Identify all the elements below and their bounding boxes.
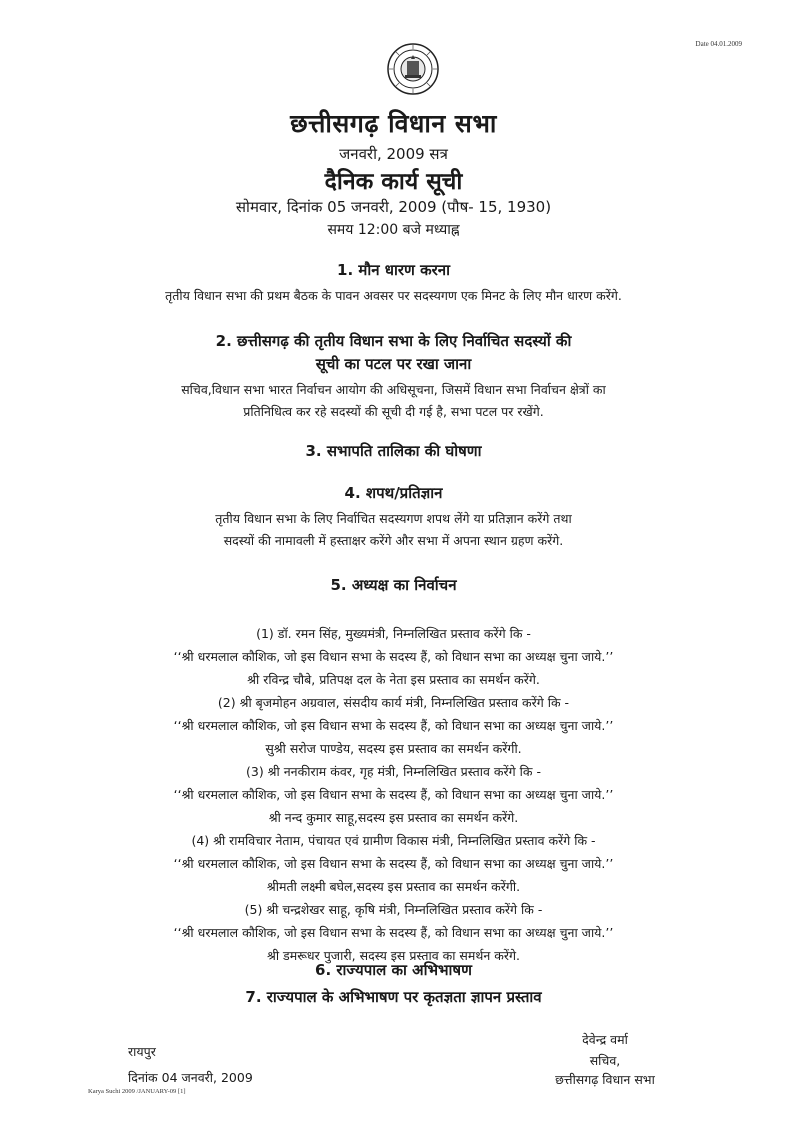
item-2-heading-line-1: 2. छत्तीसगढ़ की तृतीय विधान सभा के लिए निर्वाचित सदस्यों की bbox=[215, 332, 572, 350]
proposal-line: ‘‘श्री धरमलाल कौशिक, जो इस विधान सभा के सदस्य हैं, को विधान सभा का अध्यक्ष चुना जाये.’’ bbox=[173, 649, 614, 664]
proposal-line: सुश्री सरोज पाण्डेय, सदस्य इस प्रस्ताव का समर्थन करेंगी. bbox=[265, 741, 522, 756]
signatory-title: सचिव, bbox=[589, 1053, 621, 1068]
proposal-line: श्री नन्द कुमार साहू,सदस्य इस प्रस्ताव का समर्थन करेंगे. bbox=[268, 810, 519, 825]
meeting-date: सोमवार, दिनांक 05 जनवरी, 2009 (पौष- 15, 1930) bbox=[235, 198, 552, 216]
proposal-line: ‘‘श्री धरमलाल कौशिक, जो इस विधान सभा के सदस्य हैं, को विधान सभा का अध्यक्ष चुना जाये.’’ bbox=[173, 718, 614, 733]
item-7-heading: 7. राज्यपाल के अभिभाषण पर कृतज्ञता ज्ञापन प्रस्ताव bbox=[245, 988, 542, 1006]
document-title: दैनिक कार्य सूची bbox=[324, 169, 463, 195]
item-2-heading-line-2: सूची का पटल पर रखा जाना bbox=[315, 355, 472, 373]
proposal-line: ‘‘श्री धरमलाल कौशिक, जो इस विधान सभा के सदस्य हैं, को विधान सभा का अध्यक्ष चुना जाये.’’ bbox=[173, 787, 614, 802]
assembly-title: छत्तीसगढ़ विधान सभा bbox=[290, 109, 497, 138]
item-4-heading: 4. शपथ/प्रतिज्ञान bbox=[344, 484, 443, 502]
document-date-stamp: Date 04.01.2009 bbox=[695, 40, 742, 48]
meeting-time: समय 12:00 बजे मध्याह्न bbox=[327, 222, 460, 238]
signatory-name: देवेन्द्र वर्मा bbox=[582, 1032, 628, 1047]
proposal-line: (5) श्री चन्द्रशेखर साहू, कृषि मंत्री, निम्नलिखित प्रस्ताव करेंगे कि - bbox=[244, 902, 543, 917]
signatory-organization: छत्तीसगढ़ विधान सभा bbox=[555, 1072, 655, 1087]
proposal-line: ‘‘श्री धरमलाल कौशिक, जो इस विधान सभा के सदस्य हैं, को विधान सभा का अध्यक्ष चुना जाये.’’ bbox=[173, 856, 614, 871]
item-4-text-line-1: तृतीय विधान सभा के लिए निर्वाचित सदस्यगण शपथ लेंगे या प्रतिज्ञान करेंगे तथा bbox=[215, 511, 572, 526]
item-2-text-line-2: प्रतिनिधित्व कर रहे सदस्यों की सूची दी गई है, सभा पटल पर रखेंगे. bbox=[243, 404, 544, 419]
session-label: जनवरी, 2009 सत्र bbox=[339, 145, 448, 163]
proposal-line: श्रीमती लक्ष्मी बघेल,सदस्य इस प्रस्ताव का समर्थन करेंगी. bbox=[266, 879, 521, 894]
proposal-line: श्री रविन्द्र चौबे, प्रतिपक्ष दल के नेता इस प्रस्ताव का समर्थन करेंगे. bbox=[247, 672, 540, 687]
proposal-line: (1) डॉ. रमन सिंह, मुख्यमंत्री, निम्नलिखित प्रस्ताव करेंगे कि - bbox=[256, 626, 531, 641]
file-reference: Karya Suchi 2009 /JANUARY-09 [1] bbox=[88, 1088, 186, 1095]
proposal-line: ‘‘श्री धरमलाल कौशिक, जो इस विधान सभा के सदस्य हैं, को विधान सभा का अध्यक्ष चुना जाये.’’ bbox=[173, 925, 614, 940]
item-5-proposals bbox=[0, 622, 787, 967]
issue-date: दिनांक 04 जनवरी, 2009 bbox=[128, 1070, 253, 1085]
item-1-heading: 1. मौन धारण करना bbox=[337, 261, 450, 279]
item-4-text-line-2: सदस्यों की नामावली में हस्ताक्षर करेंगे और सभा में अपना स्थान ग्रहण करेंगे. bbox=[223, 533, 564, 548]
proposal-line: (4) श्री रामविचार नेताम, पंचायत एवं ग्रामीण विकास मंत्री, निम्नलिखित प्रस्ताव करेंगे कि - bbox=[191, 833, 596, 848]
proposal-line: श्री डमरूधर पुजारी, सदस्य इस प्रस्ताव का समर्थन करेंगे. bbox=[267, 948, 520, 963]
item-3-heading: 3. सभापति तालिका की घोषणा bbox=[305, 442, 482, 460]
item-1-text: तृतीय विधान सभा की प्रथम बैठक के पावन अवसर पर सदस्यगण एक मिनट के लिए मौन धारण करेंगे. bbox=[165, 288, 622, 303]
proposal-line: (2) श्री बृजमोहन अग्रवाल, संसदीय कार्य मंत्री, निम्नलिखित प्रस्ताव करेंगे कि - bbox=[217, 695, 570, 710]
item-6-heading: 6. राज्यपाल का अभिभाषण bbox=[315, 961, 472, 979]
item-2-text-line-1: सचिव,विधान सभा भारत निर्वाचन आयोग की अधिसूचना, जिसमें विधान सभा निर्वाचन क्षेत्रों का bbox=[181, 382, 606, 397]
proposal-line: (3) श्री ननकीराम कंवर, गृह मंत्री, निम्नलिखित प्रस्ताव करेंगे कि - bbox=[246, 764, 541, 779]
place-label: रायपुर bbox=[128, 1044, 156, 1059]
item-5-heading: 5. अध्यक्ष का निर्वाचन bbox=[330, 576, 457, 594]
assembly-emblem-icon bbox=[386, 42, 440, 96]
